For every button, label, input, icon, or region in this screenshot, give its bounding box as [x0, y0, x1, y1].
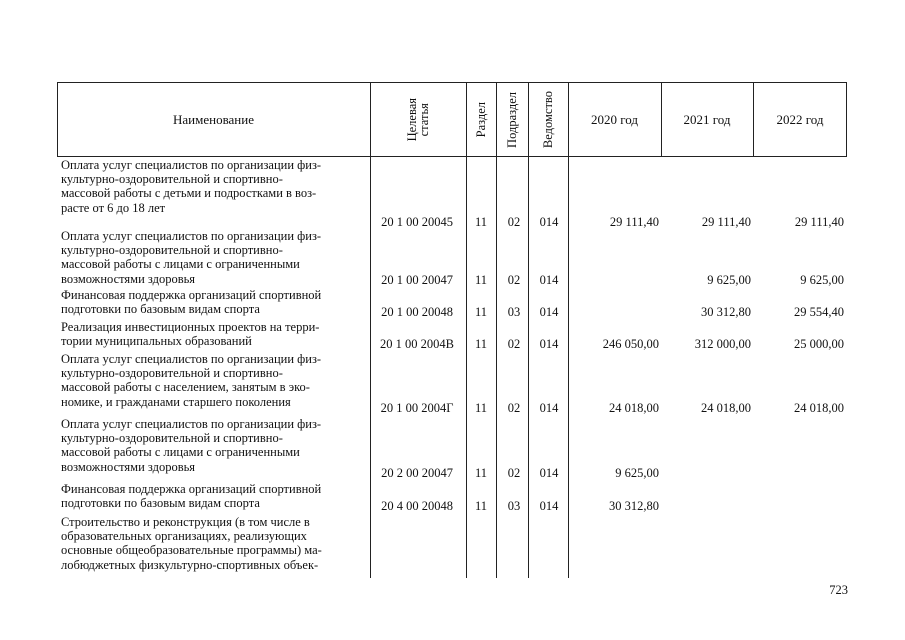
- department-code: 014: [539, 400, 559, 415]
- header-year-2022: 2022 год: [776, 111, 824, 127]
- amount-2021: 24 018,00: [701, 400, 751, 415]
- subsection-code: 02: [507, 214, 521, 229]
- amount-2020: 246 050,00: [602, 336, 659, 351]
- target-article: 20 2 00 20047: [381, 465, 453, 480]
- target-article: 20 1 00 2004В: [380, 336, 454, 351]
- section-code: 11: [474, 336, 488, 351]
- header-department: Ведомство: [541, 90, 555, 149]
- amount-2021: 312 000,00: [694, 336, 751, 351]
- subsection-code: 02: [507, 400, 521, 415]
- table-row: [57, 320, 847, 351]
- budget-table: [57, 82, 847, 578]
- table-row: [57, 352, 847, 415]
- item-name: Строительство и реконструкция (в том числе в образовательных организациях, реализующих основные общеобразовательные программы) ма- лобюджетных физкультурно-спортивных объек-: [61, 515, 322, 572]
- department-code: 014: [539, 498, 559, 513]
- department-code: 014: [539, 214, 559, 229]
- amount-2021: 29 111,40: [701, 214, 751, 229]
- item-name: Реализация инвестиционных проектов на терри- тории муниципальных образований: [61, 320, 320, 349]
- header-subsection: Подраздел: [505, 91, 519, 148]
- page-number: 723: [829, 583, 848, 597]
- table-row: [57, 515, 847, 578]
- amount-2022: 24 018,00: [794, 400, 844, 415]
- item-name: Оплата услуг специалистов по организации физ- культурно-оздоровительной и спортивно- массовой работы с детьми и подростками в воз- расте от 6 до 18 лет: [61, 158, 322, 215]
- subsection-code: 03: [507, 498, 521, 513]
- amount-2022: 25 000,00: [794, 336, 844, 351]
- table-row: [57, 158, 847, 229]
- amount-2020: 29 111,40: [609, 214, 659, 229]
- department-code: 014: [539, 304, 559, 319]
- table-row: [57, 288, 847, 319]
- target-article: 20 1 00 20045: [381, 214, 453, 229]
- subsection-code: 02: [507, 465, 521, 480]
- amount-2020: 30 312,80: [609, 498, 659, 513]
- amount-2022: 29 111,40: [794, 214, 844, 229]
- subsection-code: 02: [507, 336, 521, 351]
- amount-2020: 24 018,00: [609, 400, 659, 415]
- section-code: 11: [474, 272, 488, 287]
- target-article: 20 1 00 20047: [381, 272, 453, 287]
- table-row: [57, 229, 847, 287]
- section-code: 11: [474, 400, 488, 415]
- amount-2022: 29 554,40: [794, 304, 844, 319]
- amount-2020: 9 625,00: [615, 465, 659, 480]
- section-code: 11: [474, 465, 488, 480]
- item-name: Финансовая поддержка организаций спортивной подготовки по базовым видам спорта: [61, 482, 322, 511]
- table-row: [57, 417, 847, 480]
- section-code: 11: [474, 214, 488, 229]
- header-target-article: Целевая статья: [405, 97, 431, 142]
- section-code: 11: [474, 304, 488, 319]
- target-article: 20 1 00 20048: [381, 304, 453, 319]
- header-year-2021: 2021 год: [683, 111, 731, 127]
- table-row: [57, 482, 847, 513]
- header-year-2020: 2020 год: [591, 111, 638, 127]
- subsection-code: 02: [507, 272, 521, 287]
- item-name: Оплата услуг специалистов по организации физ- культурно-оздоровительной и спортивно- массовой работы с лицами с ограниченными возможностями здоровья: [61, 229, 322, 286]
- header-section: Раздел: [474, 101, 488, 138]
- amount-2021: 9 625,00: [707, 272, 751, 287]
- item-name: Оплата услуг специалистов по организации физ- культурно-оздоровительной и спортивно- массовой работы с лицами с ограниченными возможностями здоровья: [61, 417, 322, 474]
- item-name: Финансовая поддержка организаций спортивной подготовки по базовым видам спорта: [61, 288, 322, 317]
- department-code: 014: [539, 336, 559, 351]
- target-article: 20 4 00 20048: [381, 498, 453, 513]
- section-code: 11: [474, 498, 488, 513]
- item-name: Оплата услуг специалистов по организации физ- культурно-оздоровительной и спортивно- массовой работы с населением, занятым в эко- номике, и гражданами старшего поколения: [61, 352, 322, 409]
- header-name: Наименование: [173, 111, 254, 127]
- target-article: 20 1 00 2004Г: [380, 400, 454, 415]
- department-code: 014: [539, 272, 559, 287]
- subsection-code: 03: [507, 304, 521, 319]
- amount-2021: 30 312,80: [701, 304, 751, 319]
- department-code: 014: [539, 465, 559, 480]
- amount-2022: 9 625,00: [800, 272, 844, 287]
